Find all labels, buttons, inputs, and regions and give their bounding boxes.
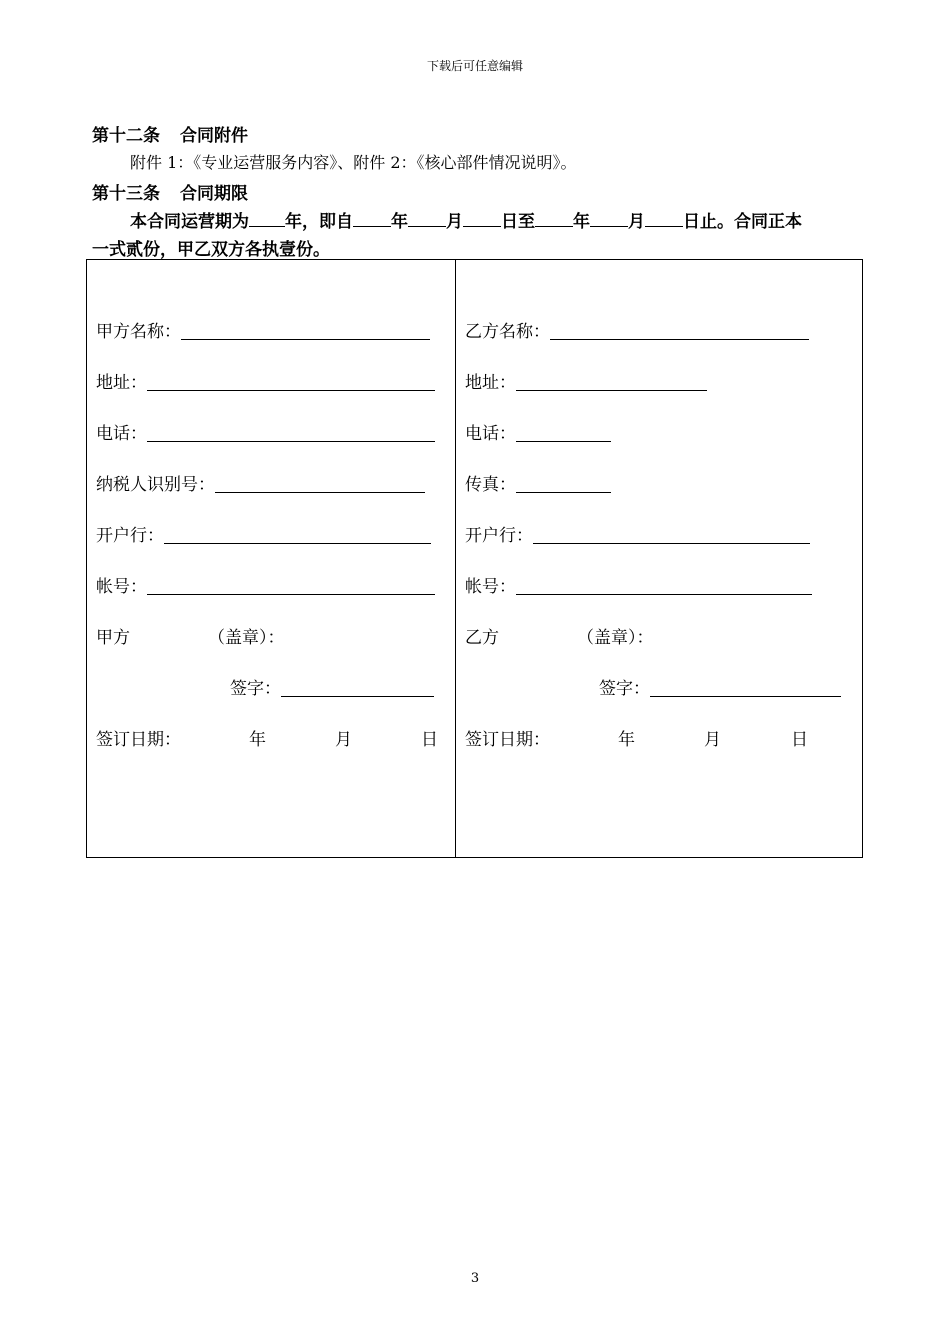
start-day-blank[interactable]: [463, 211, 501, 227]
end-day-blank[interactable]: [645, 211, 683, 227]
party-a-address-field[interactable]: [147, 389, 435, 391]
party-b-fax-label: 传真：: [465, 475, 516, 495]
term-text-1: 本合同运营期为: [130, 212, 249, 232]
party-b-month: 月: [704, 730, 721, 750]
party-a-bank-field[interactable]: [164, 542, 431, 544]
party-b-address-row: [465, 368, 707, 393]
party-b-account-label: 帐号：: [465, 577, 516, 597]
article-13-subtitle: 合同期限: [180, 184, 248, 204]
party-a-tax-field[interactable]: [215, 491, 425, 493]
article-13-heading: [92, 179, 248, 204]
party-a-phone-label: 电话：: [96, 424, 147, 444]
page-header: 下载后可任意编辑: [426, 59, 523, 73]
party-b-date-label-row: [465, 725, 550, 750]
party-b-phone-row: [465, 419, 611, 444]
party-b-sign-field[interactable]: [650, 695, 841, 697]
party-a-month: 月: [335, 730, 352, 750]
party-b-fax-row: [465, 470, 611, 495]
party-a-tax-row: [96, 470, 425, 495]
party-a-year: 年: [249, 730, 266, 750]
article-12-title: 第十二条: [92, 126, 160, 146]
party-b-fax-field[interactable]: [516, 491, 611, 493]
party-a-account-label: 帐号：: [96, 577, 147, 597]
term-text-4: 月: [446, 212, 463, 232]
party-a-name-field[interactable]: [181, 338, 430, 340]
page-number: 3: [470, 1271, 480, 1286]
start-month-blank[interactable]: [408, 211, 446, 227]
article-13-line-1: [130, 207, 802, 232]
party-b-name-label: 乙方名称：: [465, 322, 550, 342]
party-b-bank-field[interactable]: [533, 542, 810, 544]
party-b-account-field[interactable]: [516, 593, 812, 595]
article-12-heading: [92, 121, 248, 146]
party-a-name-row: [96, 317, 430, 342]
term-text-2: 年，即自: [285, 212, 353, 232]
party-b-address-field[interactable]: [516, 389, 707, 391]
party-b-address-label: 地址：: [465, 373, 516, 393]
party-b-account-row: [465, 572, 812, 597]
party-a-date-label: 签订日期：: [96, 730, 181, 750]
party-b-year: 年: [618, 730, 635, 750]
party-b-bank-label: 开户行：: [465, 526, 533, 546]
party-a-account-field[interactable]: [147, 593, 435, 595]
party-a-tax-label: 纳税人识别号：: [96, 475, 215, 495]
party-b-phone-label: 电话：: [465, 424, 516, 444]
party-b-bank-row: [465, 521, 810, 546]
party-a-address-label: 地址：: [96, 373, 147, 393]
party-b-date-label: 签订日期：: [465, 730, 550, 750]
party-a-phone-field[interactable]: [147, 440, 435, 442]
party-b-name-row: [465, 317, 809, 342]
end-month-blank[interactable]: [590, 211, 628, 227]
party-b-name-field[interactable]: [550, 338, 809, 340]
table-divider: [455, 260, 456, 857]
party-a-date-label-row: [96, 725, 181, 750]
party-a-phone-row: [96, 419, 435, 444]
party-a-address-row: [96, 368, 435, 393]
party-a-day: 日: [421, 730, 438, 750]
party-a-bank-row: [96, 521, 431, 546]
party-b-day: 日: [791, 730, 808, 750]
party-b-phone-field[interactable]: [516, 440, 611, 442]
party-a-name-label: 甲方名称：: [96, 322, 181, 342]
party-b-sign-row: [599, 674, 841, 699]
party-a-bank-label: 开户行：: [96, 526, 164, 546]
article-13-title: 第十三条: [92, 184, 160, 204]
party-a-sign-field[interactable]: [281, 695, 434, 697]
party-a-seal-row: [96, 623, 285, 648]
term-years-blank[interactable]: [249, 211, 285, 227]
party-a-account-row: [96, 572, 435, 597]
party-a-seal-label: （盖章）：: [208, 628, 285, 648]
end-year-blank[interactable]: [535, 211, 573, 227]
start-year-blank[interactable]: [353, 211, 391, 227]
article-12-body: 附件 1：《专业运营服务内容》、附件 2：《核心部件情况说明》。: [130, 153, 577, 172]
term-text-8: 日止。合同正本: [683, 212, 802, 232]
party-b-seal-label: （盖章）：: [577, 628, 654, 648]
article-13-line-2: 一式贰份，甲乙双方各执壹份。: [92, 240, 330, 260]
party-a-sign-label: 签字：: [230, 679, 281, 699]
party-b-seal-row: [465, 623, 654, 648]
signature-table: [86, 259, 863, 858]
term-text-5: 日至: [501, 212, 535, 232]
term-text-3: 年: [391, 212, 408, 232]
term-text-7: 月: [628, 212, 645, 232]
party-b-seal-party: 乙方: [465, 628, 499, 648]
party-a-seal-party: 甲方: [96, 628, 130, 648]
party-a-sign-row: [230, 674, 434, 699]
party-b-sign-label: 签字：: [599, 679, 650, 699]
term-text-6: 年: [573, 212, 590, 232]
article-12-subtitle: 合同附件: [180, 126, 248, 146]
